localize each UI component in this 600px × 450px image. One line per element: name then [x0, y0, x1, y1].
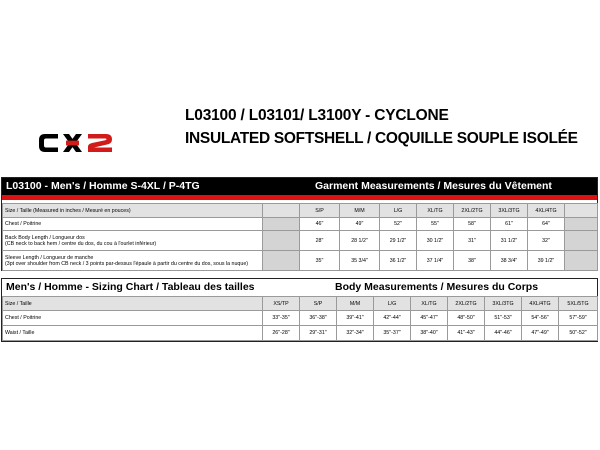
red-divider [2, 195, 597, 200]
size-header: S/P [300, 297, 337, 311]
size-header: M/M [337, 297, 374, 311]
cell: 29"-31" [300, 326, 337, 341]
size-header: 4XL/4TG [522, 297, 559, 311]
size-header: 3XL/3TG [485, 297, 522, 311]
garment-section-title: L03100 - Men's / Homme S-4XL / P-4TG [6, 180, 200, 192]
cell: 35"-37" [374, 326, 411, 341]
cell: 54"-56" [522, 311, 559, 326]
cell: 57"-59" [559, 311, 598, 326]
row-label: Chest / Poitrine [3, 311, 263, 326]
cell: 32" [528, 231, 565, 251]
cx2-logo [36, 131, 136, 155]
cell: 38 3/4" [491, 251, 528, 271]
size-header: XL/TG [417, 204, 454, 218]
size-header: 2XL/2TG [448, 297, 485, 311]
cell: 49" [340, 218, 380, 231]
cell: 35" [300, 251, 340, 271]
cell: 64" [528, 218, 565, 231]
cell: 29 1/2" [380, 231, 417, 251]
cell: 32"-34" [337, 326, 374, 341]
cell: 58" [454, 218, 491, 231]
logo-text: CX2 [116, 145, 118, 146]
size-header: XS/TP [263, 297, 300, 311]
cell: 31 1/2" [491, 231, 528, 251]
garment-table [2, 203, 598, 271]
size-header: 4XL/4TG [528, 204, 565, 218]
row-label: Chest / Poitrine [3, 218, 263, 231]
size-header: 5XL/5TG [559, 297, 598, 311]
cell: 36 1/2" [380, 251, 417, 271]
row-label: Waist / Taille [3, 326, 263, 341]
size-header: M/M [340, 204, 380, 218]
table-row [3, 311, 598, 326]
cell: 33"-35" [263, 311, 300, 326]
table-row [3, 297, 598, 311]
size-header: L/G [374, 297, 411, 311]
cell: 52" [380, 218, 417, 231]
body-header-bar [2, 279, 597, 296]
cell: 50"-52" [559, 326, 598, 341]
cell: 28 1/2" [340, 231, 380, 251]
body-table [2, 296, 598, 341]
size-header: 2XL/2TG [454, 204, 491, 218]
cell: 41"-43" [448, 326, 485, 341]
size-label: Size / Taille [3, 297, 263, 311]
product-subtitle: INSULATED SOFTSHELL / COQUILLE SOUPLE ISOLÉE [185, 130, 578, 147]
garment-measurements-title: Garment Measurements / Mesures du Vêtement [315, 180, 552, 192]
table-row [3, 204, 598, 218]
garment-measurements-section [1, 177, 598, 271]
cell: 39"-41" [337, 311, 374, 326]
sizing-chart-title: Men's / Homme - Sizing Chart / Tableau des tailles [6, 281, 255, 293]
size-header: XL/TG [411, 297, 448, 311]
cell: 38"-40" [411, 326, 448, 341]
row-label: Back Body Length / Longueur dos (CB neck to back hem / centre du dos, du cou à l'ourlet inférieur) [3, 231, 263, 251]
table-row [3, 326, 598, 341]
cell: 42"-44" [374, 311, 411, 326]
cell: 44"-46" [485, 326, 522, 341]
cell: 31" [454, 231, 491, 251]
garment-header-bar [2, 178, 597, 195]
body-measurements-section [1, 278, 598, 342]
cell: 45"-47" [411, 311, 448, 326]
cell: 39 1/2" [528, 251, 565, 271]
product-title: L03100 / L03101/ L3100Y - CYCLONE [185, 107, 449, 124]
cell: 28" [300, 231, 340, 251]
cell: 48"-50" [448, 311, 485, 326]
cell: 37 1/4" [417, 251, 454, 271]
cell: 30 1/2" [417, 231, 454, 251]
cell: 61" [491, 218, 528, 231]
row-label: Sleeve Length / Longueur de manche (3pt over shoulder from CB neck / 3 points par-dessus l'épaule à partir du centre du dos, sous la nuque) [3, 251, 263, 271]
cell: 38" [454, 251, 491, 271]
size-header: L/G [380, 204, 417, 218]
size-label: Size / Taille (Measured in inches / Mesuré en pouces) [3, 204, 263, 218]
cell: 55" [417, 218, 454, 231]
body-measurements-title: Body Measurements / Mesures du Corps [335, 281, 539, 293]
cell: 35 3/4" [340, 251, 380, 271]
size-header: S/P [300, 204, 340, 218]
cell: 26"-28" [263, 326, 300, 341]
table-row [3, 218, 598, 231]
cell: 51"-53" [485, 311, 522, 326]
cell: 46" [300, 218, 340, 231]
table-row [3, 231, 598, 251]
size-header: 3XL/3TG [491, 204, 528, 218]
cell: 36"-38" [300, 311, 337, 326]
cell: 47"-49" [522, 326, 559, 341]
table-row [3, 251, 598, 271]
